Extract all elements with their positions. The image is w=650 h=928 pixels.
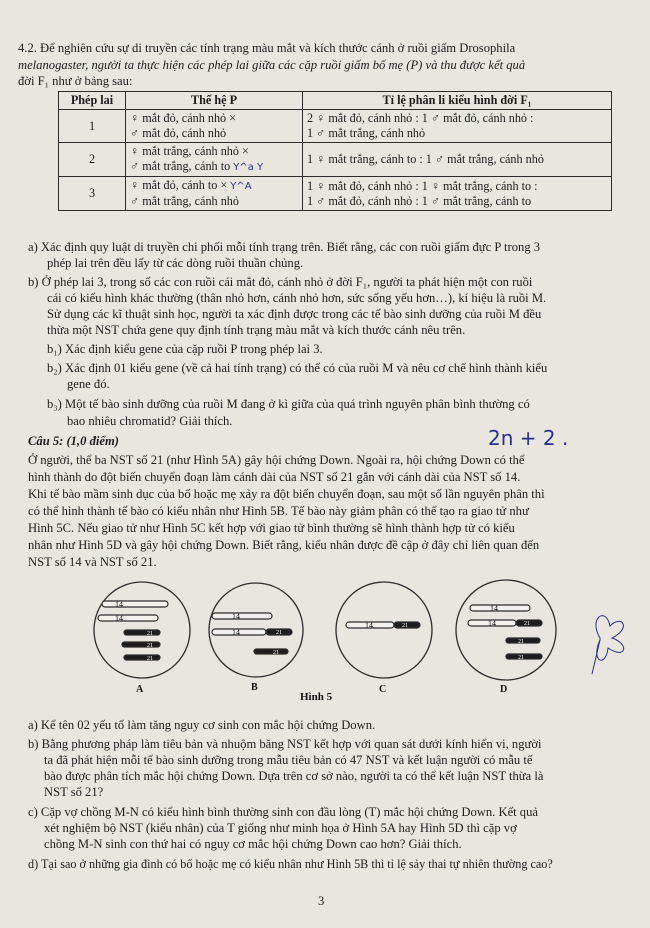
handwritten-annotation: Y^a Y [233, 162, 264, 173]
chr21-label: 21 [518, 655, 524, 661]
karyotype-a [98, 601, 168, 660]
q42b2-line2: gene đó. [67, 377, 110, 391]
q42b1: b₁) Xác định kiểu gene của cặp ruồi P trong phép lai 3. [47, 342, 323, 356]
parent-female [130, 178, 298, 194]
q5-line7: NST số 14 và NST số 21. [28, 555, 157, 569]
karyotype-c [346, 622, 420, 628]
chromosome-21 [506, 654, 542, 659]
q5-line3: Khi tế bào mầm sinh dục của bố hoặc mẹ xảy ra đột biến chuyển đoạn, sau một số lần nguyên phân thì [28, 487, 545, 501]
chromosome-21 [254, 649, 288, 654]
q42b3-line2: bao nhiêu chromatid? Giải thích. [67, 414, 233, 428]
f1-ratio-cell [303, 143, 612, 177]
chromosome-21 [122, 642, 160, 647]
page-number: 3 [318, 894, 325, 908]
chr14-label: 14 [232, 612, 240, 621]
q5-line6: nhân như Hình 5D và gây hội chứng Down. Biết rằng, kiểu nhân được đề cập ở đây chỉ liên quan đến [28, 538, 540, 552]
chr21-label: 21 [402, 623, 408, 629]
table-row [59, 110, 612, 143]
chr14-label: 14 [365, 621, 373, 630]
chr21-label: 21 [273, 650, 279, 656]
table-header-cross: Phép lai [59, 92, 126, 110]
cross-number: 2 [59, 143, 126, 177]
q5b-line1: b) Bằng phương pháp làm tiêu bản và nhuộm băng NST kết hợp với quan sát dưới kính hiển vi, người [28, 737, 542, 751]
parent-female-text: ♀ mắt đỏ, cánh to × [130, 178, 228, 192]
q5c-line3: chồng M-N sinh con thứ hai có nguy cơ mắc hội chứng Down cao hơn? Giải thích. [44, 837, 462, 851]
q42a-line2: phép lai trên đều lấy từ các dòng ruồi thuần chủng. [47, 256, 304, 270]
parent-male-text: ♂ mắt trắng, cánh to [130, 159, 231, 173]
chr21-label: 21 [147, 631, 153, 637]
cross-results-table [58, 91, 612, 211]
table-header-parents: Thế hệ P [126, 92, 303, 110]
chromosome-21 [124, 655, 160, 660]
cross-number: 1 [59, 110, 126, 143]
parents-cell [126, 143, 303, 177]
f1-ratio-cell [303, 110, 612, 143]
cell-d-outline [456, 580, 556, 680]
parents-cell [126, 177, 303, 211]
q42b3-line1: b₃) Một tế bào sinh dưỡng của ruồi M đang ở kì giữa của quá trình nguyên phân bình thường có [47, 397, 530, 411]
chr21-label: 21 [524, 621, 530, 627]
table-header-row [59, 92, 612, 110]
chr14-label: 14 [490, 604, 498, 613]
q42b-line2: cái có kiểu hình khác thường (thân nhỏ hơn, cánh nhỏ hơn, sức sống yếu hơn…), kí hiệu là ruồi M. [47, 291, 547, 305]
cell-c-outline [336, 582, 432, 678]
karyotype-d [468, 605, 542, 659]
parent-male: ♂ mắt đỏ, cánh nhỏ [130, 126, 227, 140]
label-d: D [500, 684, 508, 695]
chr21-label: 21 [276, 630, 282, 636]
handwritten-annotation: Y^A [230, 181, 252, 192]
f1-ratio-line1: 1 ♀ mắt trắng, cánh to : 1 ♂ mắt trắng, cánh nhỏ [307, 152, 544, 166]
chr14-label: 14 [488, 619, 496, 628]
label-c: C [379, 684, 387, 695]
chr14-label: 14 [115, 614, 123, 623]
figure-5-karyotypes [0, 578, 650, 718]
f1-ratio-line1: 1 ♀ mắt đỏ, cánh nhỏ : 1 ♀ mắt trắng, cánh to : [307, 178, 538, 193]
chr21-label: 21 [147, 643, 153, 649]
parent-male: ♂ mắt trắng, cánh nhỏ [130, 194, 239, 208]
handwritten-doodle [592, 616, 624, 674]
q5-line1: Ở người, thể ba NST số 21 (như Hình 5A) gây hội chứng Down. Ngoài ra, hội chứng Down có thể [28, 453, 525, 467]
table-row [59, 177, 612, 211]
label-a: A [136, 684, 144, 695]
chromosome-14 [212, 613, 272, 619]
label-b: B [251, 682, 258, 693]
q42-line1: 4.2. Để nghiên cứu sự di truyền các tính trạng màu mắt và kích thước cánh ở ruồi giấm Drosophila [18, 41, 516, 55]
q5d: d) Tại sao ở những gia đình có bố hoặc mẹ có kiểu nhân như Hình 5B thì tỉ lệ sảy thai tự nhiên thường cao? [28, 857, 553, 871]
q5b-line2: ta đã phát hiện mỗi tế bào sinh dưỡng trong mẫu tiêu bản có 47 NST và kết luận người có mẫu tế [44, 753, 533, 767]
table-header-f1: Tỉ lệ phân li kiểu hình đời F₁ [303, 92, 612, 110]
q5-line2: hình thành do đột biến chuyển đoạn làm cánh dài của NST số 21 gắn với cánh dài của NST số 14. [28, 470, 521, 484]
f1-ratio-line2: 1 ♂ mắt trắng, cánh nhỏ [307, 126, 426, 140]
q5b-line4: NST số 21? [44, 785, 104, 799]
q5b-line3: bào được phân tích mắc hội chứng Down. Dựa trên cơ sở nào, người ta có thể kết luận NST thừa là [44, 769, 544, 783]
chromosome-14 [470, 605, 530, 611]
chromosome-14 [98, 615, 158, 621]
q42b-line1: b) Ở phép lai 3, trong số các con ruồi cái mắt đỏ, cánh nhỏ ở đời F₁, người ta phát hiện một con ruồi [28, 275, 533, 289]
q5-line5: Hình 5C. Nếu giao tử như Hình 5C kết hợp với giao tử bình thường sẽ hình thành hợp tử có kiểu [28, 521, 515, 535]
chr21-label: 21 [147, 656, 153, 662]
q42b-line3: Sử dụng các kĩ thuật sinh học, người ta xác định được trong các tế bào sinh dưỡng của ruồi M đều [47, 307, 542, 321]
f1-ratio-line1: 2 ♀ mắt đỏ, cánh nhỏ : 1 ♂ mắt đỏ, cánh nhỏ : [307, 111, 534, 125]
q42b-line4: thừa một NST chứa gene quy định tính trạng màu mắt và kích thước cánh nêu trên. [47, 323, 466, 337]
q5c-line2: xét nghiệm bộ NST (kiểu nhân) của T giống như minh họa ở Hình 5A hay Hình 5D thì cặp vợ [44, 821, 517, 835]
q5a: a) Kể tên 02 yếu tố làm tăng nguy cơ sinh con mắc hội chứng Down. [28, 718, 376, 732]
parent-female: ♀ mắt đỏ, cánh nhỏ × [130, 111, 237, 125]
q5c-line1: c) Cặp vợ chồng M-N có kiểu hình bình thường sinh con đầu lòng (T) mắc hội chứng Down. Kết quả [28, 805, 538, 819]
q5-line4: có thể hình thành tế bào có kiểu nhân như Hình 5B. Tế bào này giảm phân có thể tạo ra giao tử như [28, 504, 529, 518]
q42a-line1: a) Xác định quy luật di truyền chi phối mỗi tính trạng trên. Biết rằng, các con ruồi giấm đực P trong 3 [28, 240, 541, 254]
q42-line2: melanogaster, người ta thực hiện các phép lai giữa các cặp ruồi giấm bố mẹ (P) và thu được kết quả [18, 58, 526, 72]
chr14-label: 14 [115, 600, 123, 609]
parent-male [130, 159, 298, 175]
q42b2-line1: b₂) Xác định 01 kiểu gene (về cả hai tính trạng) có thể có của ruồi M và nêu cơ chế hình thành kiểu [47, 361, 548, 375]
chromosome-21 [124, 630, 160, 635]
handwritten-note: 2n + 2 . [488, 426, 569, 450]
table-row [59, 143, 612, 177]
parent-female: ♀ mắt trắng, cánh nhỏ × [130, 144, 249, 158]
parents-cell [126, 110, 303, 143]
q5-title: Câu 5: (1,0 điểm) [28, 434, 119, 448]
chr14-label: 14 [232, 628, 240, 637]
f1-ratio-line2: 1 ♂ mắt đỏ, cánh nhỏ : 1 ♂ mắt trắng, cánh to [307, 193, 532, 208]
chr21-label: 21 [518, 639, 524, 645]
cross-number: 3 [59, 177, 126, 211]
q42-line3: đời F₁ như ở bảng sau: [18, 74, 133, 88]
chromosome-14 [102, 601, 168, 607]
f1-ratio-cell [303, 177, 612, 211]
figure-caption: Hình 5 [300, 691, 333, 703]
